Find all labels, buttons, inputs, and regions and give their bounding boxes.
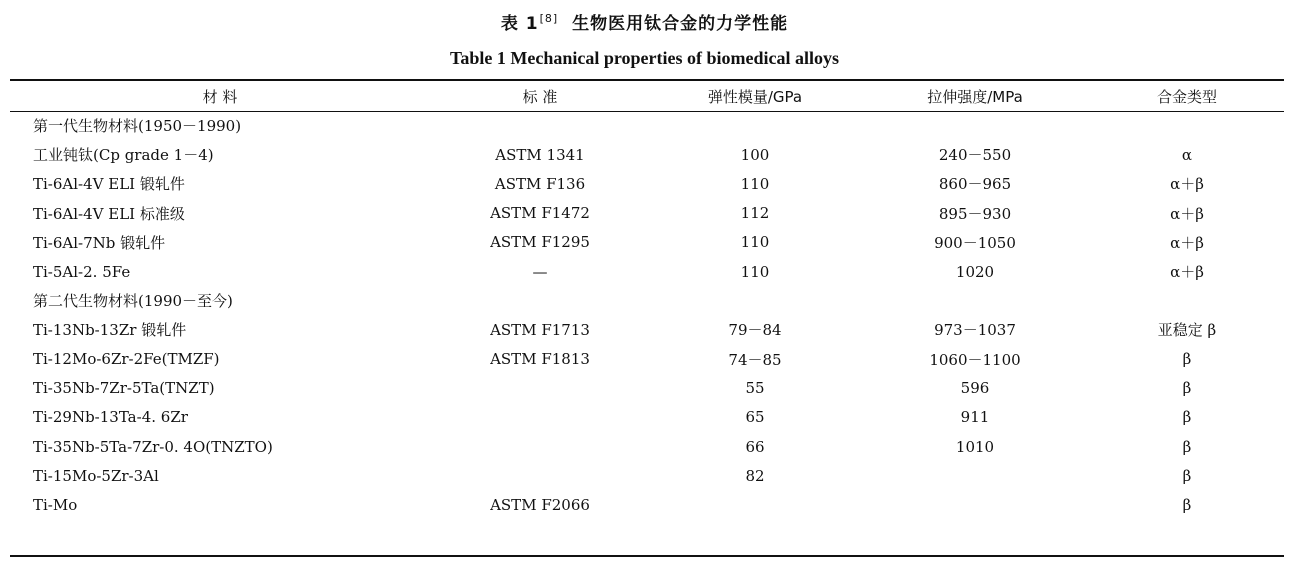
table-row (10, 140, 1284, 169)
header-material: 材 料 (202, 87, 238, 106)
properties-table (10, 81, 1284, 520)
cell-elastic-modulus: 112 (740, 204, 770, 223)
reference-marker: [8] (539, 12, 559, 26)
cell-material: Ti-15Mo-5Zr-3Al (33, 466, 159, 485)
cell-tensile-strength: 240－550 (938, 146, 1012, 165)
cell-material: Ti-29Nb-13Ta-4. 6Zr (33, 408, 188, 427)
cell-standard: ASTM 1341 (495, 145, 585, 164)
cell-standard: ASTM F2066 (490, 496, 590, 515)
cell-standard: ASTM F1472 (490, 204, 590, 223)
header-elastic-modulus: 弹性模量/GPa (707, 87, 803, 106)
table-header-row (10, 81, 1284, 111)
table-row (10, 432, 1284, 461)
cell-tensile-strength: 895－930 (938, 204, 1012, 223)
table-body (10, 111, 1284, 520)
cell-standard (430, 461, 650, 490)
group-header-row (10, 111, 1284, 140)
table-row (10, 345, 1284, 374)
cell-standard: ASTM F1713 (490, 320, 590, 339)
cell-standard: — (532, 262, 548, 281)
cell-elastic-modulus: 110 (740, 233, 770, 252)
cell-alloy-type: α＋β (1170, 263, 1204, 282)
table-caption-cn: 生物医用钛合金的力学性能 (572, 14, 789, 34)
cell-elastic-modulus: 74－85 (728, 350, 782, 369)
cell-alloy-type: α＋β (1170, 204, 1204, 223)
table-title-cn (0, 9, 1289, 34)
cell-tensile-strength: 596 (960, 379, 990, 398)
group-header-row (10, 286, 1284, 315)
table-number: 表 1 (500, 14, 539, 34)
table-row (10, 169, 1284, 198)
header-tensile-strength: 拉伸强度/MPa (927, 87, 1023, 106)
table-title-en: Table 1 Mechanical properties of biomedical alloys (450, 48, 839, 68)
cell-alloy-type: β (1182, 379, 1192, 398)
cell-standard (430, 432, 650, 461)
cell-material: Ti-6Al-4V ELI 标准级 (33, 204, 185, 223)
cell-elastic-modulus: 65 (745, 408, 765, 427)
table-row (10, 199, 1284, 228)
cell-standard (430, 403, 650, 432)
table-row (10, 403, 1284, 432)
cell-material: Ti-35Nb-5Ta-7Zr-0. 4O(TNZTO) (33, 437, 273, 456)
cell-material: 工业钝钛(Cp grade 1－4) (33, 146, 214, 165)
cell-elastic-modulus: 82 (745, 466, 765, 485)
cell-alloy-type: β (1182, 466, 1192, 485)
cell-alloy-type: β (1182, 437, 1192, 456)
header-standard: 标 准 (522, 87, 558, 106)
cell-tensile-strength: 860－965 (938, 175, 1012, 194)
cell-tensile-strength: 911 (960, 408, 990, 427)
cell-material: Ti-35Nb-7Zr-5Ta(TNZT) (33, 379, 215, 398)
table-row (10, 490, 1284, 519)
cell-elastic-modulus (650, 490, 860, 519)
cell-material: Ti-5Al-2. 5Fe (33, 262, 131, 281)
cell-tensile-strength: 1010 (955, 437, 995, 456)
cell-alloy-type: β (1182, 408, 1192, 427)
table-row (10, 257, 1284, 286)
header-alloy-type: 合金类型 (1156, 87, 1217, 106)
table-row (10, 315, 1284, 344)
cell-material: Ti-13Nb-13Zr 锻轧件 (33, 321, 187, 340)
cell-elastic-modulus: 110 (740, 262, 770, 281)
cell-alloy-type: α＋β (1170, 175, 1204, 194)
cell-elastic-modulus: 66 (745, 437, 765, 456)
cell-material: Ti-12Mo-6Zr-2Fe(TMZF) (33, 350, 220, 369)
cell-elastic-modulus: 100 (740, 145, 770, 164)
bottom-rule (10, 555, 1284, 557)
table-row (10, 461, 1284, 490)
cell-alloy-type: 亚稳定 β (1157, 321, 1217, 340)
cell-tensile-strength: 973－1037 (934, 321, 1016, 340)
cell-alloy-type: β (1182, 496, 1192, 515)
cell-tensile-strength: 900－1050 (934, 233, 1016, 252)
cell-standard: ASTM F136 (494, 174, 586, 193)
cell-tensile-strength (860, 461, 1090, 490)
cell-tensile-strength: 1060－1100 (929, 350, 1021, 369)
table-row (10, 374, 1284, 403)
group-label: 第一代生物材料(1950－1990) (33, 117, 242, 136)
cell-alloy-type: β (1182, 350, 1192, 369)
cell-material: Ti-6Al-7Nb 锻轧件 (33, 233, 166, 252)
cell-material: Ti-Mo (33, 496, 78, 515)
cell-tensile-strength: 1020 (955, 262, 995, 281)
cell-standard: ASTM F1295 (490, 233, 590, 252)
cell-elastic-modulus: 55 (745, 379, 765, 398)
cell-alloy-type: α (1181, 145, 1193, 164)
cell-standard (430, 374, 650, 403)
cell-elastic-modulus: 79－84 (728, 321, 782, 340)
table-row (10, 228, 1284, 257)
cell-alloy-type: α＋β (1170, 233, 1204, 252)
cell-material: Ti-6Al-4V ELI 锻轧件 (33, 175, 185, 194)
group-label: 第二代生物材料(1990－至今) (33, 292, 233, 311)
cell-elastic-modulus: 110 (740, 174, 770, 193)
cell-standard: ASTM F1813 (490, 350, 590, 369)
cell-tensile-strength (860, 490, 1090, 519)
